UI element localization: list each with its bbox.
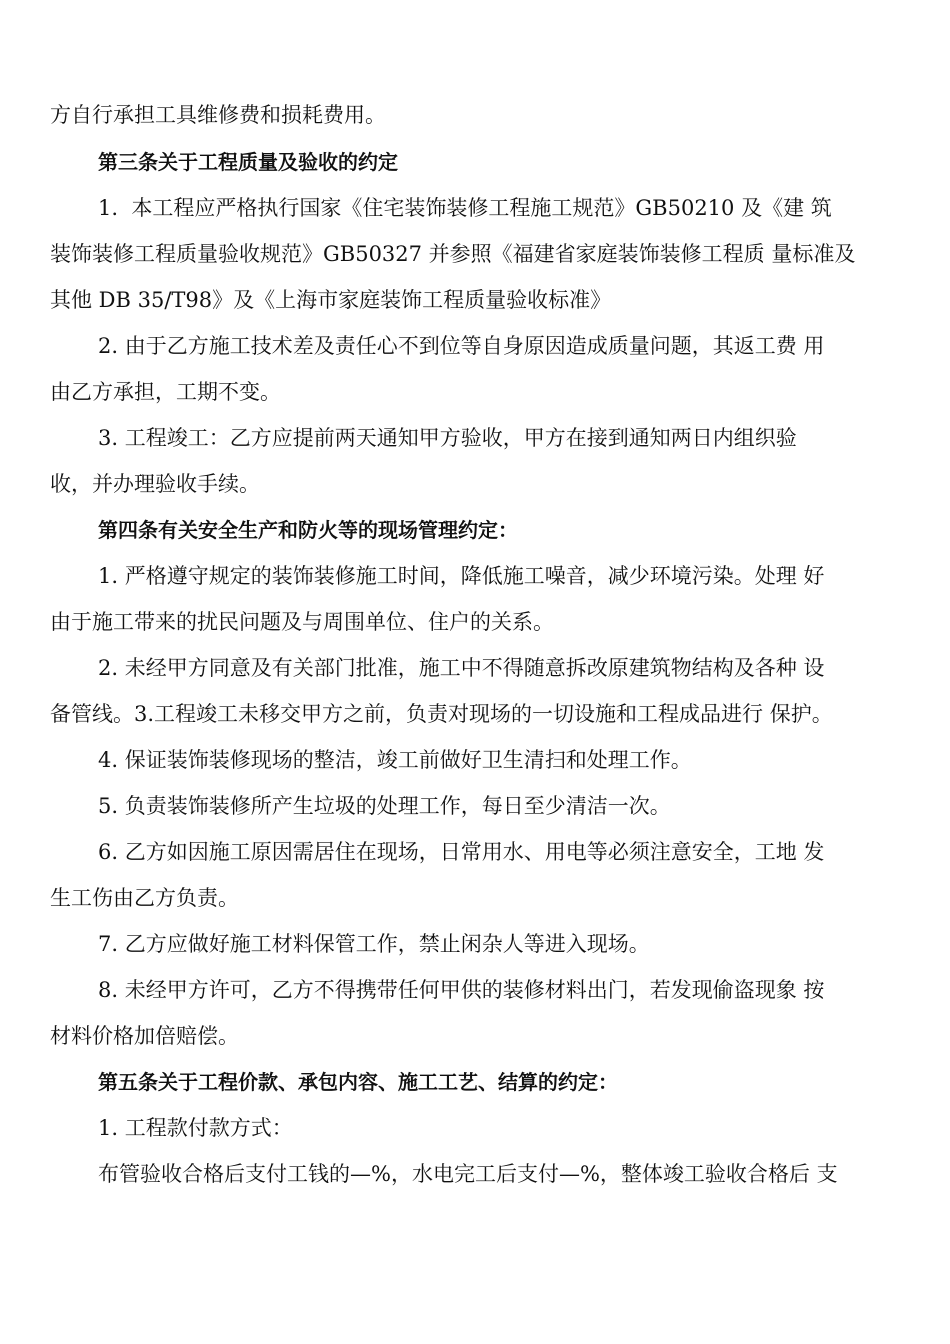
line-16: 5. 负责装饰装修所产生垃圾的处理工作，每日至少清洁一次。 [98,794,671,818]
line-18: 生工伤由乙方负责。 [50,886,239,910]
line-14: 备管线。3.工程竣工未移交甲方之前，负责对现场的一切设施和工程成品进行 保护。 [50,702,833,726]
line-17: 6. 乙方如因施工原因需居住在现场，日常用水、用电等必须注意安全，工地 发 [98,840,825,864]
line-12: 由于施工带来的扰民问题及与周围单位、住户的关系。 [50,610,554,634]
line-4: 装饰装修工程质量验收规范》GB50327 并参照《福建省家庭装饰装修工程质 量标准及 [50,242,856,266]
line-20: 8. 未经甲方许可，乙方不得携带任何甲供的装修材料出门，若发现偷盗现象 按 [98,978,825,1002]
line-24: 布管验收合格后支付工钱的—%，水电完工后支付—%，整体竣工验收合格后 支 [98,1162,838,1186]
line-6: 2. 由于乙方施工技术差及责任心不到位等自身原因造成质量问题，其返工费 用 [98,334,825,358]
line-21: 材料价格加倍赔偿。 [50,1024,239,1048]
line-5: 其他 DB 35/T98》及《上海市家庭装饰工程质量验收标准》 [50,288,612,312]
line-7: 由乙方承担，工期不变。 [50,380,281,404]
section-3-heading: 第三条关于工程质量及验收的约定 [98,150,398,174]
line-15: 4. 保证装饰装修现场的整洁，竣工前做好卫生清扫和处理工作。 [98,748,692,772]
line-3: 1. 本工程应严格执行国家《住宅装饰装修工程施工规范》GB50210 及《建 筑 [98,196,832,220]
line-23: 1. 工程款付款方式： [98,1116,293,1140]
line-11: 1. 严格遵守规定的装饰装修施工时间，降低施工噪音，减少环境污染。处理 好 [98,564,825,588]
line-9: 收，并办理验收手续。 [50,472,260,496]
line-19: 7. 乙方应做好施工材料保管工作，禁止闲杂人等进入现场。 [98,932,650,956]
line-8: 3. 工程竣工：乙方应提前两天通知甲方验收，甲方在接到通知两日内组织验 [98,426,797,450]
section-4-heading: 第四条有关安全生产和防火等的现场管理约定： [98,518,518,542]
section-5-heading: 第五条关于工程价款、承包内容、施工工艺、结算的约定： [98,1070,618,1094]
line-13: 2. 未经甲方同意及有关部门批准，施工中不得随意拆改原建筑物结构及各种 设 [98,656,825,680]
line-1: 方自行承担工具维修费和损耗费用。 [50,103,386,127]
